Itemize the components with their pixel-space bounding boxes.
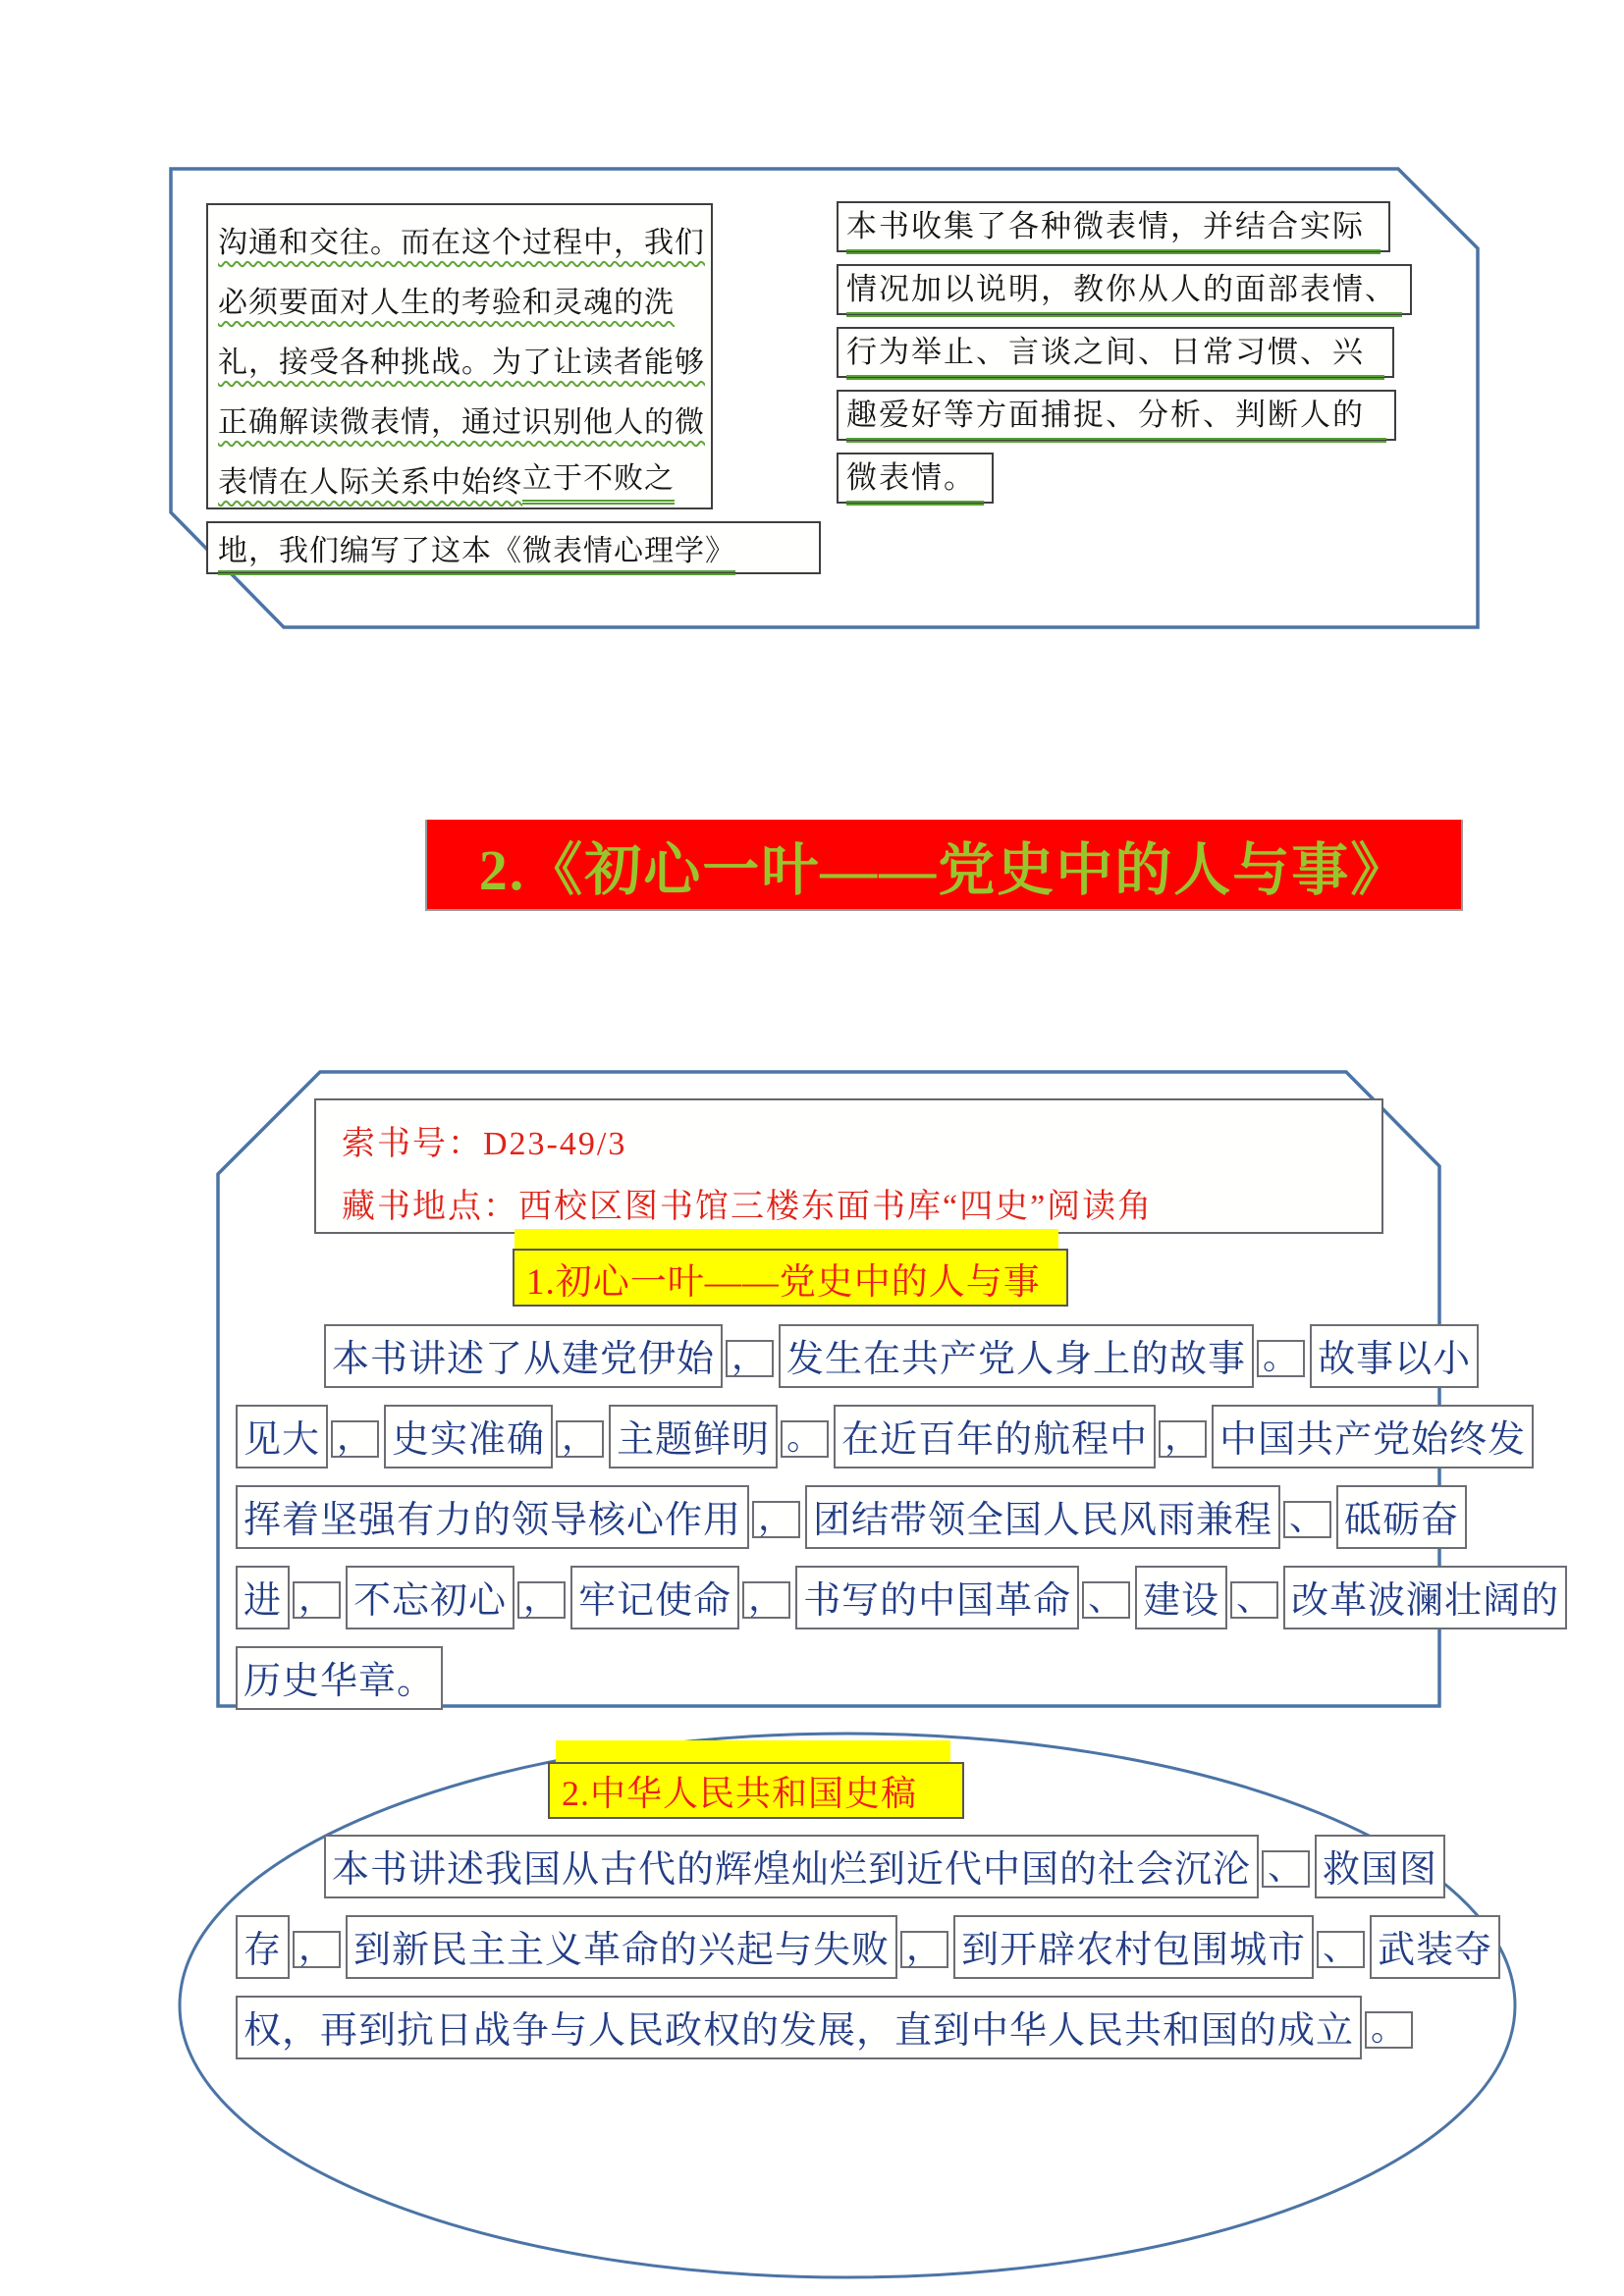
punctuation-box: ， <box>331 1420 379 1458</box>
punctuation-box: ， <box>293 1931 341 1968</box>
punctuation-box: 、 <box>1283 1501 1331 1538</box>
text-line <box>236 1646 1502 1710</box>
punctuation-box: 。 <box>1365 2011 1413 2049</box>
phrase-box: 不忘初心 <box>346 1566 514 1629</box>
phrase-box: 砥砺奋 <box>1336 1485 1467 1549</box>
book1-title-highlight-strip <box>514 1229 1058 1250</box>
book1-description <box>236 1324 1560 1727</box>
text-run: 立于不败之 <box>522 454 675 505</box>
text-line <box>324 1835 1512 1898</box>
phrase-box: 历史华章。 <box>236 1646 443 1710</box>
phrase-box: 建设 <box>1135 1566 1227 1629</box>
punctuation-box: 、 <box>1082 1581 1130 1619</box>
phrase-box: 见大 <box>236 1405 328 1468</box>
phrase-box: 到开辟农村包围城市 <box>953 1915 1314 1979</box>
text-line <box>218 449 711 508</box>
micro-expression-right-line <box>837 201 1390 252</box>
micro-expression-right-line <box>837 390 1396 441</box>
text-run: 表情在人际关系中始终 <box>218 465 522 499</box>
phrase-box: 中国共产党始终发 <box>1212 1405 1534 1468</box>
micro-expression-left-text-box <box>206 203 713 509</box>
text-run: 正确解读微表情，通过识别他人的微 <box>218 405 705 439</box>
book2-title-highlight-strip <box>556 1740 950 1762</box>
phrase-box: 权，再到抗日战争与人民政权的发展，直到中华人民共和国的成立 <box>236 1996 1362 2059</box>
text-run: 礼，接受各种挑战。为了让读者能够 <box>218 346 705 379</box>
phrase-box: 武装夺 <box>1370 1915 1500 1979</box>
text-line <box>236 1915 1512 1979</box>
text-line <box>236 1996 1512 2059</box>
punctuation-box: 。 <box>1257 1340 1305 1377</box>
phrase-box: 发生在共产党人身上的故事 <box>779 1324 1254 1388</box>
phrase-box: 救国图 <box>1315 1835 1445 1898</box>
phrase-box: 牢记使命 <box>570 1566 739 1629</box>
micro-expression-right-line <box>837 453 994 504</box>
call-number: 索书号：D23-49/3 <box>342 1125 627 1162</box>
punctuation-box: ， <box>556 1420 604 1458</box>
punctuation-box: 、 <box>1230 1581 1278 1619</box>
phrase-box: 改革波澜壮阔的 <box>1283 1566 1567 1629</box>
punctuation-box: 。 <box>781 1420 829 1458</box>
section-banner <box>425 820 1463 911</box>
text-line <box>218 329 711 389</box>
book1-title <box>513 1249 1068 1307</box>
shelf-location: 藏书地点：西校区图书馆三楼东面书库“四史”阅读角 <box>342 1188 1154 1225</box>
text-run: 微表情。 <box>846 453 984 506</box>
micro-expression-right-line <box>837 327 1394 378</box>
punctuation-box: ， <box>726 1340 774 1377</box>
micro-expression-right-line <box>837 264 1412 315</box>
text-line <box>218 209 711 269</box>
micro-expression-left-tail-box <box>206 521 821 574</box>
book1-info-box <box>314 1098 1383 1234</box>
punctuation-box: ， <box>293 1581 341 1619</box>
text-line <box>236 1566 1560 1629</box>
phrase-box: 故事以小 <box>1310 1324 1479 1388</box>
text-line <box>324 1324 1502 1388</box>
phrase-box: 团结带领全国人民风雨兼程 <box>805 1485 1280 1549</box>
punctuation-box: 、 <box>1262 1850 1310 1888</box>
phrase-box: 在近百年的航程中 <box>834 1405 1156 1468</box>
text-line <box>218 269 711 329</box>
punctuation-box: ， <box>752 1501 800 1538</box>
text-run: 情况加以说明，教你从人的面部表情、 <box>846 264 1402 317</box>
text-run: 本书收集了各种微表情，并结合实际 <box>846 201 1380 254</box>
punctuation-box: ， <box>517 1581 566 1619</box>
punctuation-box: ， <box>742 1581 790 1619</box>
phrase-box: 本书讲述我国从古代的辉煌灿烂到近代中国的社会沉沦 <box>324 1835 1259 1898</box>
punctuation-box: 、 <box>1317 1931 1365 1968</box>
punctuation-box: ， <box>1159 1420 1207 1458</box>
book2-description <box>236 1835 1512 2076</box>
phrase-box: 书写的中国革命 <box>795 1566 1079 1629</box>
phrase-box: 挥着坚强有力的领导核心作用 <box>236 1485 749 1549</box>
book2-title-label: 2.中华人民共和国史稿 <box>562 1773 918 1813</box>
phrase-box: 本书讲述了从建党伊始 <box>324 1324 723 1388</box>
punctuation-box: ， <box>900 1931 948 1968</box>
text-line <box>236 1405 1527 1468</box>
phrase-box: 进 <box>236 1566 290 1629</box>
phrase-box: 主题鲜明 <box>609 1405 778 1468</box>
phrase-box: 到新民主主义革命的兴起与失败 <box>346 1915 897 1979</box>
text-run: 行为举止、言谈之间、日常习惯、兴 <box>846 327 1384 380</box>
text-run: 沟通和交往。而在这个过程中，我们 <box>218 226 705 259</box>
text-line <box>218 526 735 569</box>
book1-title-label: 1.初心一叶——党史中的人与事 <box>526 1261 1041 1303</box>
text-run: 必须要面对人生的考验和灵魂的洗 <box>218 286 675 319</box>
phrase-box: 史实准确 <box>384 1405 553 1468</box>
text-line <box>236 1485 1502 1549</box>
book2-title <box>548 1762 964 1819</box>
text-run: 趣爱好等方面捕捉、分析、判断人的 <box>846 390 1386 443</box>
phrase-box: 存 <box>236 1915 290 1979</box>
section-banner-label: 2.《初心一叶——党史中的人与事》 <box>478 837 1410 902</box>
text-run: 地，我们编写了这本《微表情心理学》 <box>218 535 735 575</box>
text-line <box>218 389 711 449</box>
